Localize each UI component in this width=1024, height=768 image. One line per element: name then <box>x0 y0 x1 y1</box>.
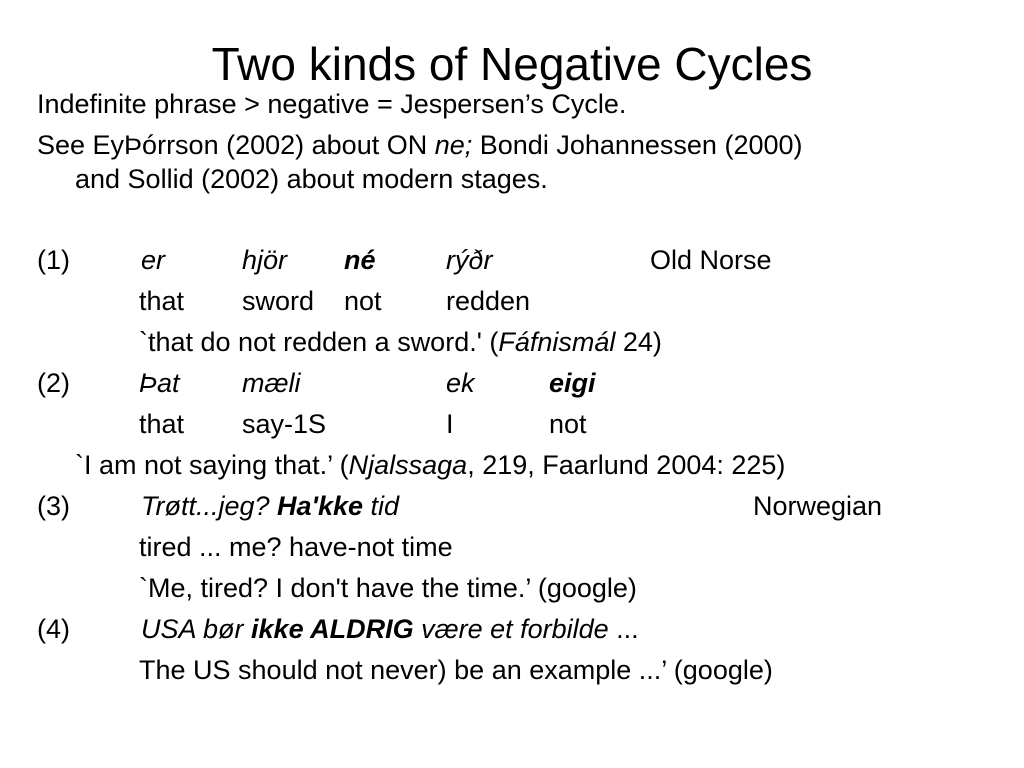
example-2-gloss: I <box>446 409 454 439</box>
example-1-number: (1) <box>37 245 70 275</box>
example-3-translation: `Me, tired? I don't have the time.’ (google) <box>139 573 637 603</box>
example-1-gloss: that <box>139 286 185 316</box>
example-2-translation <box>75 448 785 482</box>
example-3-negation: Ha'kke <box>277 491 364 521</box>
intro-line-2-text: See EyÞórrson (2002) about ON <box>37 130 435 160</box>
example-4-phrase-middle: være et forbilde <box>413 614 609 644</box>
example-2-translation-text: `I am not saying that.’ ( <box>75 450 349 480</box>
example-3-phrase-start: Trøtt...jeg? <box>141 491 278 521</box>
example-4-number: (4) <box>37 614 70 644</box>
intro-line-2-ne: ne; <box>434 130 473 160</box>
example-1-gloss: sword <box>242 286 315 316</box>
example-1-word: hjör <box>242 245 288 275</box>
example-4-ellipsis: ... <box>608 614 639 644</box>
example-1-source-page: 24) <box>615 327 662 357</box>
example-4-phrase-start: USA bør <box>141 614 252 644</box>
slide-title: Two kinds of Negative Cycles <box>211 38 813 90</box>
example-2-word: Þat <box>139 368 180 398</box>
example-2-source: Njalssaga <box>348 450 468 480</box>
example-1-gloss: not <box>344 286 382 316</box>
example-2-gloss: that <box>139 409 185 439</box>
example-1-gloss: redden <box>446 286 531 316</box>
example-3-phrase <box>141 489 399 523</box>
example-2-gloss: say-1S <box>242 409 327 439</box>
example-3-language: Norwegian <box>753 491 883 521</box>
intro-line-2-rest: Bondi Johannessen (2000) <box>472 130 803 160</box>
example-1-language: Old Norse <box>650 245 772 275</box>
example-2-number: (2) <box>37 368 70 398</box>
example-1-source: Fáfnismál <box>498 327 616 357</box>
example-2-word: mæli <box>242 368 301 398</box>
example-1-word: er <box>141 245 166 275</box>
example-2-source-citation: , 219, Faarlund 2004: 225) <box>467 450 786 480</box>
example-4-negation: ikke ALDRIG <box>251 614 414 644</box>
intro-line-3: and Sollid (2002) about modern stages. <box>75 164 548 194</box>
example-3-gloss: tired ... me? have-not time <box>139 532 453 562</box>
example-1-translation <box>139 325 662 359</box>
example-4-translation: The US should not never) be an example ...’ (google) <box>139 655 773 685</box>
example-1-word: rýðr <box>446 245 493 275</box>
example-2-word: ek <box>446 368 475 398</box>
intro-line-2 <box>37 128 803 162</box>
example-2-gloss: not <box>549 409 587 439</box>
intro-line-1: Indefinite phrase > negative = Jespersen’s Cycle. <box>37 89 627 119</box>
example-2-word-negation: eigi <box>549 368 596 398</box>
example-3-phrase-end: tid <box>363 491 400 521</box>
example-1-translation-text: `that do not redden a sword.' ( <box>139 327 499 357</box>
example-1-word-negation: né <box>344 245 376 275</box>
example-4-phrase <box>141 612 639 646</box>
example-3-number: (3) <box>37 491 70 521</box>
